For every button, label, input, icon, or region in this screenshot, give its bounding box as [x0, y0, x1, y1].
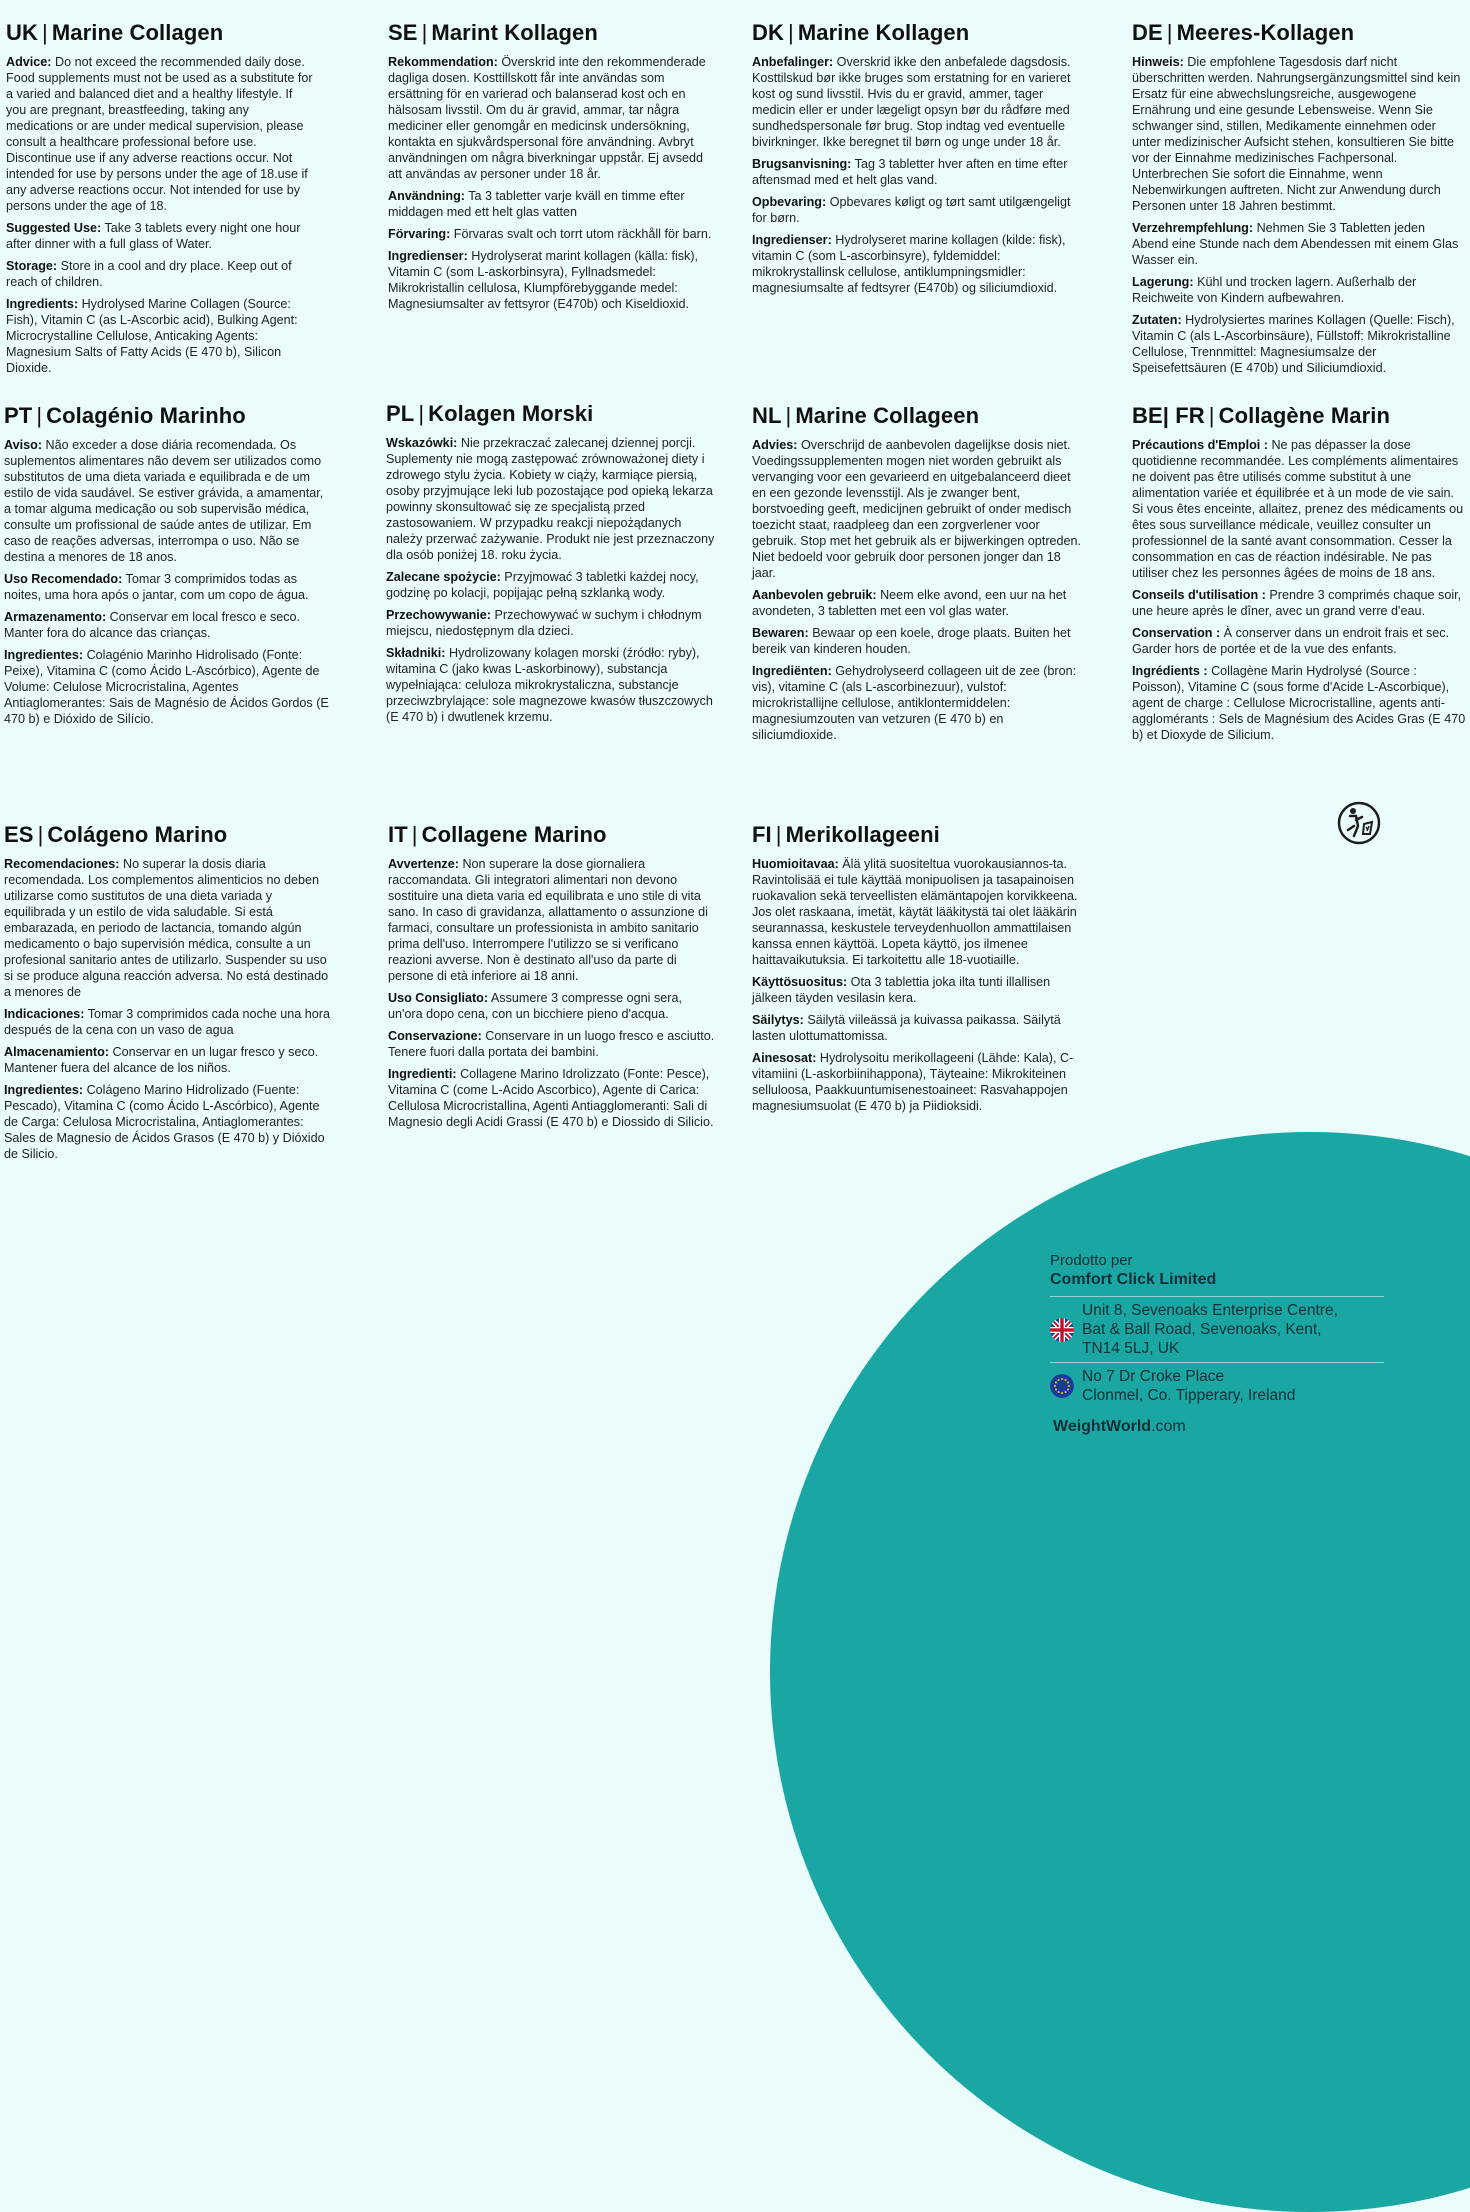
- info-paragraph: [752, 1012, 1082, 1044]
- paragraph-text: Conservare in un luogo fresco e asciutto. Tenere fuori dalla portata dei bambini.: [388, 1029, 715, 1059]
- paragraph-text: Assumere 3 compresse ogni sera, un'ora dopo cena, con un bicchiere pieno d'acqua.: [388, 991, 682, 1021]
- paragraph-label: Rekommendation:: [388, 55, 498, 69]
- info-paragraph: [1132, 437, 1468, 581]
- paragraph-label: Ingredients:: [6, 297, 79, 311]
- eu-flag-icon: [1050, 1374, 1074, 1398]
- info-paragraph: [386, 569, 716, 601]
- info-paragraph: [1132, 274, 1462, 306]
- product-title: Collagene Marino: [421, 822, 607, 847]
- info-paragraph: [4, 856, 330, 1000]
- paragraph-text: Ne pas dépasser la dose quotidienne recommandée. Les compléments alimentaires ne doivent pas être utilisés comme substitut à une alimentation variée et équilibrée et à un mode de vie sain. Si vous êtes enceinte, allaitez, prenez des médicaments ou êtes sous surveillance médicale, veuillez consulter un professionnel de la santé avant consommation. Cesser la consommation en cas de réaction indésirable. Ne pas utiliser chez les personnes âgées de moins de 18 ans.: [1132, 438, 1464, 580]
- paragraph-label: Almacenamiento:: [4, 1045, 109, 1059]
- product-title: Marine Collageen: [795, 403, 980, 428]
- paragraph-label: Indicaciones:: [4, 1007, 85, 1021]
- info-paragraph: [1132, 625, 1468, 657]
- paragraph-label: Ingredienti:: [388, 1067, 457, 1081]
- paragraph-label: Précautions d'Emploi :: [1132, 438, 1268, 452]
- paragraph-text: Nehmen Sie 3 Tabletten jeden Abend eine Stunde nach dem Abendessen mit einem Glas Wasser ein.: [1132, 221, 1459, 267]
- info-paragraph: [752, 625, 1082, 657]
- info-paragraph: [752, 663, 1082, 743]
- paragraph-label: Ingredienser:: [752, 233, 832, 247]
- product-title: Colagénio Marinho: [46, 403, 246, 428]
- paragraph-label: Ingredienser:: [388, 249, 468, 263]
- paragraph-label: Zalecane spożycie:: [386, 570, 501, 584]
- paragraph-label: Storage:: [6, 259, 58, 273]
- paragraph-text: Överskrid inte den rekommenderade dagliga dosen. Kosttillskott får inte användas som ersättning för en varierad och balanserad kost och en hälsosam livsstil. Om du är gravid, ammar, tar några mediciner eller genomgår en medicinsk undersökning, kontakta en sjukvårdspersonal före användning. Avbryt användningen om några biverkningar uppstår. Ej avsedd att användas av personer under 18 år.: [388, 55, 706, 181]
- paragraph-text: Opbevares køligt og tørt samt utilgængeligt for børn.: [752, 195, 1071, 225]
- info-paragraph: [4, 1082, 330, 1162]
- language-section-pt: [4, 403, 330, 733]
- heading-separator: |: [775, 822, 782, 847]
- paragraph-label: Aviso:: [4, 438, 43, 452]
- paragraph-text: No superar la dosis diaria recomendada. Los complementos alimenticios no deben utilizarse como sustitutos de una dieta variada y equilibrada y un estilo de vida saludable. Si está embarazada, en periodo de lactancia, tomando algún medicamento o bajo supervisión médica, consulte a un profesional sanitario antes de utilizarlo. Suspender su uso si se produce alguna reacción adversa. No está destinado a menores de: [4, 857, 329, 999]
- uk-address: [1050, 1296, 1384, 1362]
- uk-flag-icon: [1050, 1318, 1074, 1342]
- paragraph-label: Brugsanvisning:: [752, 157, 852, 171]
- tidyman-recycle-icon: [1336, 800, 1382, 846]
- info-paragraph: [386, 645, 716, 725]
- paragraph-text: Hydrolyserat marint kollagen (källa: fisk), Vitamin C (som L-askorbinsyra), Fyllnadsmedel: Mikrokristallin cellulosa, Klumpförebyggande medel: Magnesiumsalter av fettsyror (E470b) och Kiseldioxid.: [388, 249, 699, 311]
- paragraph-text: Hydrolyseret marine kollagen (kilde: fisk), vitamin C (som L-ascorbinsyre), fyldemiddel: mikrokrystallinsk cellulose, antiklumpningsmidler: magnesiumsalte af fedtsyrer (E470b) og siliciumdioxid.: [752, 233, 1066, 295]
- paragraph-text: Não exceder a dose diária recomendada. Os suplementos alimentares não devem ser utilizados como substitutos de uma dieta variada e equilibrada e de um estilo de vida saudável. Se estiver grávida, a amamentar, a tomar alguma medicação ou sob supervisão médica, consulte um profissional de saúde antes de utilizar. Em caso de reações adversas, interrompa o uso. Não se destina a menores de 18 anos.: [4, 438, 324, 564]
- info-paragraph: [4, 647, 330, 727]
- paragraph-text: Colágeno Marino Hidrolizado (Fuente: Pescado), Vitamina C (como Ácido L-Ascórbico), Agente de Carga: Celulosa Microcristalina, Antiaglomerantes: Sales de Magnesio de Ácidos Grasos (E 470 b) y Dióxido de Silicio.: [4, 1083, 325, 1161]
- paragraph-text: Conservar en un lugar fresco y seco. Mantener fuera del alcance de los niños.: [4, 1045, 319, 1075]
- paragraph-label: Verzehrempfehlung:: [1132, 221, 1254, 235]
- language-code: SE: [388, 20, 418, 45]
- info-paragraph: [388, 248, 718, 312]
- info-paragraph: [6, 54, 316, 214]
- paragraph-text: Take 3 tablets every night one hour after dinner with a full glass of Water.: [6, 221, 301, 251]
- paragraph-text: Hydrolysoitu merikollageeni (Lähde: Kala), C-vitamiini (L-askorbiinihappona), Täyteaine: Mikrokiteinen selluloosa, Paakkuuntumisenestoaineet: Rasvahappojen magnesiumsuolat (E 470 b) ja Piidioksidi.: [752, 1051, 1074, 1113]
- paragraph-label: Ingredientes:: [4, 648, 84, 662]
- paragraph-label: Ingrediënten:: [752, 664, 832, 678]
- paragraph-text: Die empfohlene Tagesdosis darf nicht überschritten werden. Nahrungsergänzungsmittel sind kein Ersatz für eine abwechslungsreiche, ausgewogene Ernährung und eine gesunde Lebensweise. Wenn Sie schwanger sind, stillen, Medikamente einnehmen oder unter medizinischer Aufsicht stehen, konsultieren Sie bitte vor der Einnahme medizinisches Fachpersonal. Unterbrechen Sie sofort die Einnahme, wenn Nebenwirkungen auftreten. Nicht zur Anwendung durch Personen unter 18 Jahren bestimmt.: [1132, 55, 1461, 213]
- paragraph-text: Tomar 3 comprimidos todas as noites, uma hora após o jantar, com um copo de água.: [4, 572, 309, 602]
- paragraph-label: Suggested Use:: [6, 221, 102, 235]
- language-section-pl: [386, 401, 716, 731]
- paragraph-text: Non superare la dose giornaliera raccomandata. Gli integratori alimentari non devono sostituire una dieta varia ed equilibrata e uno stile di vita sano. In caso di gravidanza, allattamento o assunzione di farmaci, consultare un professionista in ambito sanitario prima dell'uso. Interrompere l'utilizzo se si verificano reazioni avverse. Non è destinato all'uso da parte di persone di età inferiore ai 18 anni.: [388, 857, 708, 983]
- paragraph-text: Förvaras svalt och torrt utom räckhåll för barn.: [453, 227, 712, 241]
- brand-name: WeightWorld: [1053, 1418, 1152, 1435]
- paragraph-text: Tomar 3 comprimidos cada noche una hora después de la cena con un vaso de agua: [4, 1007, 330, 1037]
- paragraph-label: Förvaring:: [388, 227, 451, 241]
- language-section-nl: [752, 403, 1082, 749]
- paragraph-text: Hydrolysed Marine Collagen (Source: Fish), Vitamin C (as L-Ascorbic acid), Bulking Agent: Microcrystalline Cellulose, Anticaking Agents: Magnesium Salts of Fatty Acids (E 470 b), Silicon Dioxide.: [6, 297, 298, 375]
- heading-separator: |: [411, 822, 418, 847]
- address-line: TN14 5LJ, UK: [1082, 1340, 1180, 1357]
- section-heading: [388, 20, 718, 46]
- info-paragraph: [752, 156, 1082, 188]
- info-paragraph: [752, 974, 1082, 1006]
- info-paragraph: [386, 607, 716, 639]
- heading-separator: |: [1166, 20, 1173, 45]
- paragraph-label: Recomendaciones:: [4, 857, 120, 871]
- paragraph-label: Conservazione:: [388, 1029, 482, 1043]
- heading-separator: |: [37, 822, 44, 847]
- info-paragraph: [752, 437, 1082, 581]
- info-paragraph: [752, 54, 1082, 150]
- section-heading: [1132, 20, 1462, 46]
- paragraph-text: Tag 3 tabletter hver aften en time efter aftensmad med et helt glas vand.: [752, 157, 1068, 187]
- paragraph-text: Hydrolysiertes marines Kollagen (Quelle: Fisch), Vitamin C (als L-Ascorbinsäure), Füllstoff: Mikrokristalline Cellulose, Trennmittel: Magnesiumsalze der Speisefettsäuren (E 470b) und Siliciumdioxid.: [1132, 313, 1455, 375]
- paragraph-text: Prendre 3 comprimés chaque soir, une heure après le dîner, avec un grand verre d'eau.: [1132, 588, 1462, 618]
- language-code: NL: [752, 403, 782, 428]
- address-line: No 7 Dr Croke Place: [1082, 1368, 1225, 1385]
- paragraph-label: Aanbevolen gebruik:: [752, 588, 877, 602]
- info-paragraph: [752, 232, 1082, 296]
- heading-separator: |: [787, 20, 794, 45]
- product-title: Marint Kollagen: [431, 20, 598, 45]
- address-line: Unit 8, Sevenoaks Enterprise Centre,: [1082, 1302, 1338, 1319]
- language-section-se: [388, 20, 718, 318]
- paragraph-text: Przechowywać w suchym i chłodnym miejscu, niedostępnym dla dzieci.: [386, 608, 702, 638]
- paragraph-text: Collagene Marino Idrolizzato (Fonte: Pesce), Vitamina C (come L-Acido Ascorbico), Agente di Carica: Cellulosa Microcristallina, Agenti Antiagglomeranti: Sali di Magnesio degli Acidi Grassi (E 470 b) e Diossido di Silicio.: [388, 1067, 714, 1129]
- language-section-es: [4, 822, 330, 1168]
- paragraph-text: Säilytä viileässä ja kuivassa paikassa. Säilytä lasten ulottumattomissa.: [752, 1013, 1061, 1043]
- paragraph-text: Colagénio Marinho Hidrolisado (Fonte: Peixe), Vitamina C (como Ácido L-Ascórbico), Agente de Volume: Celulose Microcristalina, Agentes Antiaglomerantes: Sais de Magnésio de Ácidos Gordos (E 470 b) e Dióxido de Silício.: [4, 648, 329, 726]
- language-section-uk: [6, 20, 316, 382]
- heading-separator: |: [1208, 403, 1215, 428]
- paragraph-label: Ainesosat:: [752, 1051, 817, 1065]
- info-paragraph: [1132, 587, 1468, 619]
- language-section-be-fr: [1132, 403, 1468, 749]
- paragraph-label: Avvertenze:: [388, 857, 459, 871]
- info-paragraph: [388, 188, 718, 220]
- paragraph-text: Bewaar op een koele, droge plaats. Buiten het bereik van kinderen houden.: [752, 626, 1071, 656]
- heading-separator: |: [785, 403, 792, 428]
- paragraph-label: Conseils d'utilisation :: [1132, 588, 1266, 602]
- info-paragraph: [388, 856, 718, 984]
- paragraph-text: À conserver dans un endroit frais et sec. Garder hors de portée et de la vue des enfants.: [1132, 626, 1450, 656]
- info-paragraph: [1132, 312, 1462, 376]
- info-paragraph: [752, 856, 1082, 968]
- info-paragraph: [752, 587, 1082, 619]
- info-paragraph: [4, 437, 330, 565]
- info-paragraph: [1132, 220, 1462, 268]
- paragraph-text: Älä ylitä suositeltua vuorokausiannos-ta. Ravintolisää ei tule käyttää monipuolisen ja tasapainoisen ruokavalion sekä terveellisten elämäntapojen korvikkeena. Jos olet raskaana, imetät, käytät lääkitystä tai olet lääkärin seurannassa, keskustele terveydenhuollon ammattilaisen kanssa ennen käyttöä. Lopeta käyttö, jos ilmenee haittavaikutuksia. Ei tarkoitettu alle 18-vuotiaille.: [752, 857, 1078, 967]
- paragraph-label: Käyttösuositus:: [752, 975, 848, 989]
- info-paragraph: [4, 1006, 330, 1038]
- paragraph-text: Do not exceed the recommended daily dose. Food supplements must not be used as a substitute for a varied and balanced diet and a healthy lifestyle. If you are pregnant, breastfeeding, taking any medications or are under medical supervision, please consult a healthcare professional before use. Discontinue use if any adverse reactions occur. Not intended for use by persons under the age of 18.use if any adverse reactions occur. Not intended for use by persons under the age of 18.: [6, 55, 313, 213]
- language-code: DK: [752, 20, 784, 45]
- language-code: PT: [4, 403, 33, 428]
- section-heading: [752, 20, 1082, 46]
- info-paragraph: [386, 435, 716, 563]
- paragraph-label: Składniki:: [386, 646, 446, 660]
- paragraph-label: Bewaren:: [752, 626, 809, 640]
- paragraph-text: Store in a cool and dry place. Keep out of reach of children.: [6, 259, 292, 289]
- product-title: Marine Kollagen: [797, 20, 970, 45]
- section-heading: [386, 401, 716, 427]
- info-paragraph: [4, 609, 330, 641]
- paragraph-text: Hydrolizowany kolagen morski (źródło: ryby), witamina C (jako kwas L-askorbinowy), substancja wypełniająca: celuloza mikrokrystaliczna, substancje przeciwzbrylające: sole magnezowe kwasów tłuszczowych (E 470 b) i dwutlenek krzemu.: [386, 646, 713, 724]
- section-heading: [388, 822, 718, 848]
- manufacturer-footer: [1050, 1252, 1384, 1437]
- info-paragraph: [388, 1066, 718, 1130]
- info-paragraph: [388, 1028, 718, 1060]
- info-paragraph: [388, 990, 718, 1022]
- paragraph-text: Conservar em local fresco e seco. Manter fora do alcance das crianças.: [4, 610, 301, 640]
- info-paragraph: [752, 1050, 1082, 1114]
- product-title: Meeres-Kollagen: [1176, 20, 1355, 45]
- info-paragraph: [6, 220, 316, 252]
- info-paragraph: [4, 1044, 330, 1076]
- info-paragraph: [1132, 663, 1468, 743]
- produced-by-label: Prodotto per: [1050, 1252, 1133, 1269]
- paragraph-text: Ota 3 tablettia joka ilta tunti illallisen jälkeen täyden vesilasin kera.: [752, 975, 1051, 1005]
- language-section-it: [388, 822, 718, 1136]
- eu-address-lines: [1082, 1367, 1295, 1405]
- section-heading: [4, 822, 330, 848]
- address-line: Bat & Ball Road, Sevenoaks, Kent,: [1082, 1321, 1322, 1338]
- paragraph-label: Huomioitavaa:: [752, 857, 839, 871]
- paragraph-label: Säilytys:: [752, 1013, 804, 1027]
- uk-address-lines: [1082, 1301, 1338, 1358]
- eu-address: [1050, 1362, 1384, 1409]
- product-title: Merikollageeni: [785, 822, 940, 847]
- paragraph-label: Armazenamento:: [4, 610, 107, 624]
- language-section-fi: [752, 822, 1082, 1120]
- language-section-dk: [752, 20, 1082, 302]
- paragraph-label: Przechowywanie:: [386, 608, 491, 622]
- section-heading: [6, 20, 316, 46]
- paragraph-label: Ingredientes:: [4, 1083, 84, 1097]
- heading-separator: |: [36, 403, 43, 428]
- paragraph-label: Lagerung:: [1132, 275, 1194, 289]
- paragraph-label: Opbevaring:: [752, 195, 827, 209]
- info-paragraph: [752, 194, 1082, 226]
- paragraph-label: Conservation :: [1132, 626, 1221, 640]
- heading-separator: |: [41, 20, 48, 45]
- section-heading: [4, 403, 330, 429]
- paragraph-label: Anbefalinger:: [752, 55, 834, 69]
- info-paragraph: [6, 258, 316, 290]
- paragraph-label: Advice:: [6, 55, 52, 69]
- language-code: FI: [752, 822, 772, 847]
- section-heading: [752, 822, 1082, 848]
- paragraph-text: Overschrijd de aanbevolen dagelijkse dosis niet. Voedingssupplementen mogen niet worden gebruikt als vervanging voor een gevarieerd en uitgebalanceerd dieet en een gezonde levensstijl. Als je zwanger bent, borstvoeding geeft, medicijnen gebruikt of onder medisch toezicht staat, raadpleeg dan een zorgverlener voor gebruik. Stop met het gebruik als er bijwerkingen optreden. Niet bedoeld voor gebruik door personen jonger dan 18 jaar.: [752, 438, 1082, 580]
- language-code: ES: [4, 822, 34, 847]
- info-paragraph: [6, 296, 316, 376]
- heading-separator: |: [421, 20, 428, 45]
- paragraph-label: Advies:: [752, 438, 798, 452]
- paragraph-label: Zutaten:: [1132, 313, 1182, 327]
- brand-website: [1050, 1417, 1384, 1437]
- heading-separator: |: [418, 401, 425, 426]
- language-code: UK: [6, 20, 38, 45]
- language-code: PL: [386, 401, 415, 426]
- paragraph-text: Neem elke avond, een uur na het avondeten, 3 tabletten met een vol glas water.: [752, 588, 1067, 618]
- paragraph-text: Kühl und trocken lagern. Außerhalb der Reichweite von Kindern aufbewahren.: [1132, 275, 1417, 305]
- language-section-de: [1132, 20, 1462, 382]
- product-title: Colágeno Marino: [47, 822, 228, 847]
- info-paragraph: [1132, 54, 1462, 214]
- paragraph-text: Przyjmować 3 tabletki każdej nocy, godzinę po kolacji, popijając pełną szklanką wody.: [386, 570, 699, 600]
- language-code: IT: [388, 822, 408, 847]
- paragraph-text: Ta 3 tabletter varje kväll en timme efter middagen med ett helt glas vatten: [388, 189, 685, 219]
- company-name: Comfort Click Limited: [1050, 1271, 1217, 1288]
- section-heading: [1132, 403, 1468, 429]
- paragraph-text: Overskrid ikke den anbefalede dagsdosis. Kosttilskud bør ikke bruges som erstatning for en varieret kost og sund livsstil. Hvis du er gravid, ammer, tager medicin eller er under lægeligt opsyn bør du rådføre med sundhedspersonale før brug. Stop indtag ved eventuelle bivirkninger. Ikke beregnet til børn og unge under 18 år.: [752, 55, 1071, 149]
- paragraph-text: Gehydrolyseerd collageen uit de zee (bron: vis), vitamine C (als L-ascorbinezuur), vulstof: microkristallijne cellulose, antiklontermiddelen: magnesiumzouten van vetzuren (E 470 b) en siliciumdioxide.: [752, 664, 1077, 742]
- paragraph-label: Uso Recomendado:: [4, 572, 123, 586]
- info-paragraph: [388, 226, 718, 242]
- paragraph-label: Användning:: [388, 189, 465, 203]
- brand-domain: .com: [1151, 1418, 1186, 1435]
- language-code: DE: [1132, 20, 1163, 45]
- paragraph-label: Ingrédients :: [1132, 664, 1208, 678]
- paragraph-label: Wskazówki:: [386, 436, 458, 450]
- address-line: Clonmel, Co. Tipperary, Ireland: [1082, 1387, 1296, 1404]
- product-title: Collagène Marin: [1218, 403, 1391, 428]
- info-paragraph: [4, 571, 330, 603]
- paragraph-label: Hinweis:: [1132, 55, 1184, 69]
- paragraph-text: Nie przekraczać zalecanej dziennej porcji. Suplementy nie mogą zastępować zrównoważonej diety i zdrowego stylu życia. Kobiety w ciąży, karmiące piersią, osoby przyjmujące leki lub pozostające pod opieką lekarza powinny skonsultować się ze specjalistą przed zastosowaniem. W przypadku reakcji niepożądanych należy przerwać zażywanie. Produkt nie jest przeznaczony dla osób poniżej 18. roku życia.: [386, 436, 715, 562]
- paragraph-label: Uso Consigliato:: [388, 991, 489, 1005]
- language-code: BE| FR: [1132, 403, 1205, 428]
- product-title: Marine Collagen: [51, 20, 224, 45]
- product-title: Kolagen Morski: [428, 401, 594, 426]
- info-paragraph: [388, 54, 718, 182]
- paragraph-text: Collagène Marin Hydrolysé (Source : Poisson), Vitamine C (sous forme d'Acide L-Ascorbique), agent de charge : Cellulose Microcristalline, agents anti-agglomérants : Sels de Magnésium des Acides Gras (E 470 b) et Dioxyde de Silicium.: [1132, 664, 1466, 742]
- section-heading: [752, 403, 1082, 429]
